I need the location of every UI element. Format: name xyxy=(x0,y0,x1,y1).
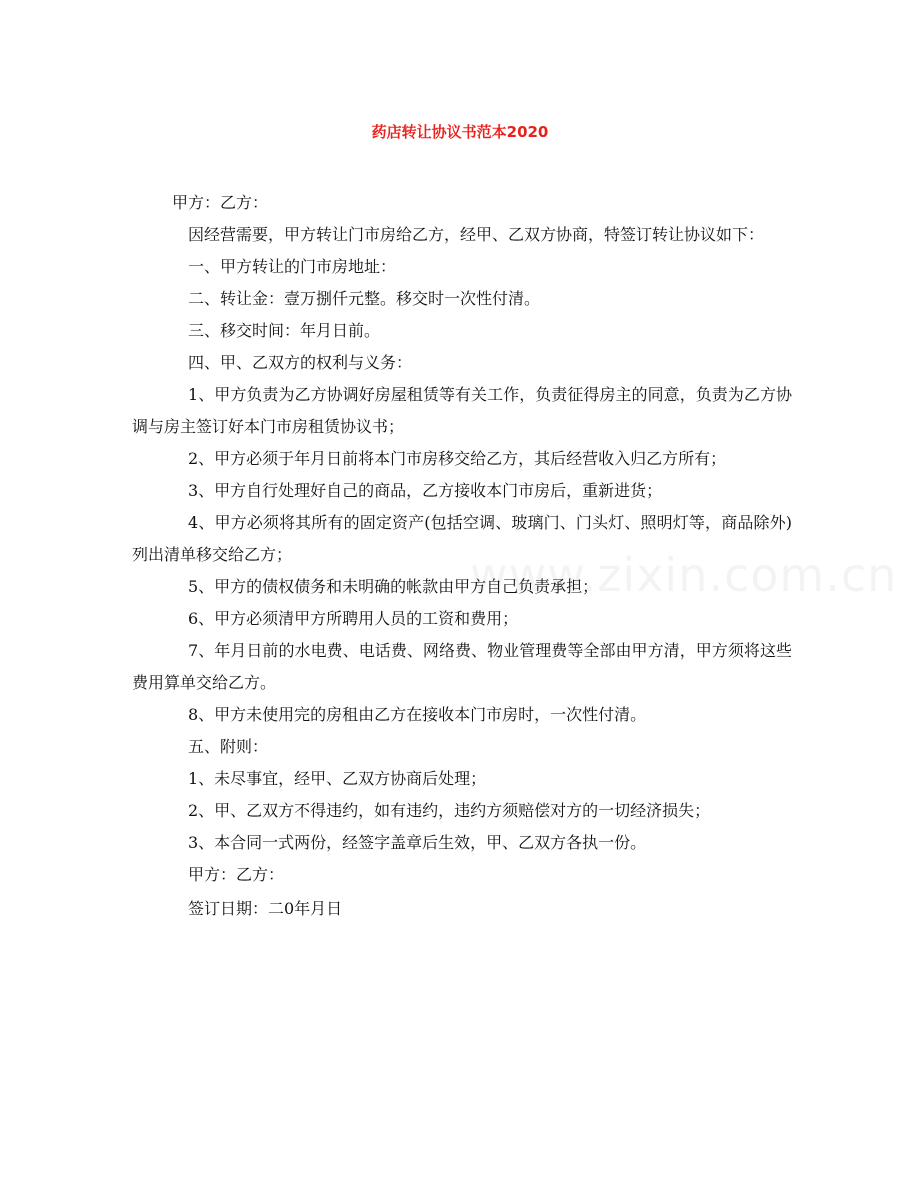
clause-rights-heading: 四、甲、乙双方的权利与义务： xyxy=(188,353,413,372)
supplementary-item: 3、本合同一式两份，经签字盖章后生效，甲、乙双方各执一份。 xyxy=(188,833,647,852)
party-line: 甲方：乙方： xyxy=(172,193,269,212)
clause-address: 一、甲方转让的门市房地址： xyxy=(188,257,397,276)
document-body xyxy=(132,187,792,925)
clause-transfer-fee: 二、转让金：壹万捌仟元整。移交时一次性付清。 xyxy=(188,289,541,308)
clause-supplementary-heading: 五、附则： xyxy=(188,737,269,756)
rights-item: 1、甲方负责为乙方协调好房屋租赁等有关工作，负责征得房主的同意，负责为乙方协调与房主签订好本门市房租赁协议书； xyxy=(132,385,792,436)
document-title: 药店转让协议书范本2020 xyxy=(371,123,549,141)
rights-item: 6、甲方必须清甲方所聘用人员的工资和费用； xyxy=(188,609,519,628)
supplementary-item: 2、甲、乙双方不得违约，如有违约，违约方须赔偿对方的一切经济损失； xyxy=(188,801,711,820)
rights-item: 7、年月日前的水电费、电话费、网络费、物业管理费等全部由甲方清，甲方须将这些费用算单交给乙方。 xyxy=(132,641,792,692)
rights-item: 4、甲方必须将其所有的固定资产(包括空调、玻璃门、门头灯、照明灯等，商品除外)列出清单移交给乙方； xyxy=(132,513,792,564)
rights-item: 3、甲方自行处理好自己的商品，乙方接收本门市房后，重新进货； xyxy=(188,481,663,500)
signature-parties-line: 甲方：乙方： xyxy=(188,865,285,884)
clause-handover-time: 三、移交时间：年月日前。 xyxy=(188,321,381,340)
supplementary-item: 1、未尽事宜，经甲、乙双方协商后处理； xyxy=(188,769,487,788)
rights-item: 2、甲方必须于年月日前将本门市房移交给乙方，其后经营收入归乙方所有； xyxy=(188,449,727,468)
preamble-paragraph: 因经营需要，甲方转让门市房给乙方，经甲、乙双方协商，特签订转让协议如下： xyxy=(188,225,765,244)
signing-date-line: 签订日期：二0年月日 xyxy=(188,899,343,918)
rights-item: 5、甲方的债权债务和未明确的帐款由甲方自己负责承担； xyxy=(188,577,599,596)
rights-item: 8、甲方未使用完的房租由乙方在接收本门市房时，一次性付清。 xyxy=(188,705,647,724)
